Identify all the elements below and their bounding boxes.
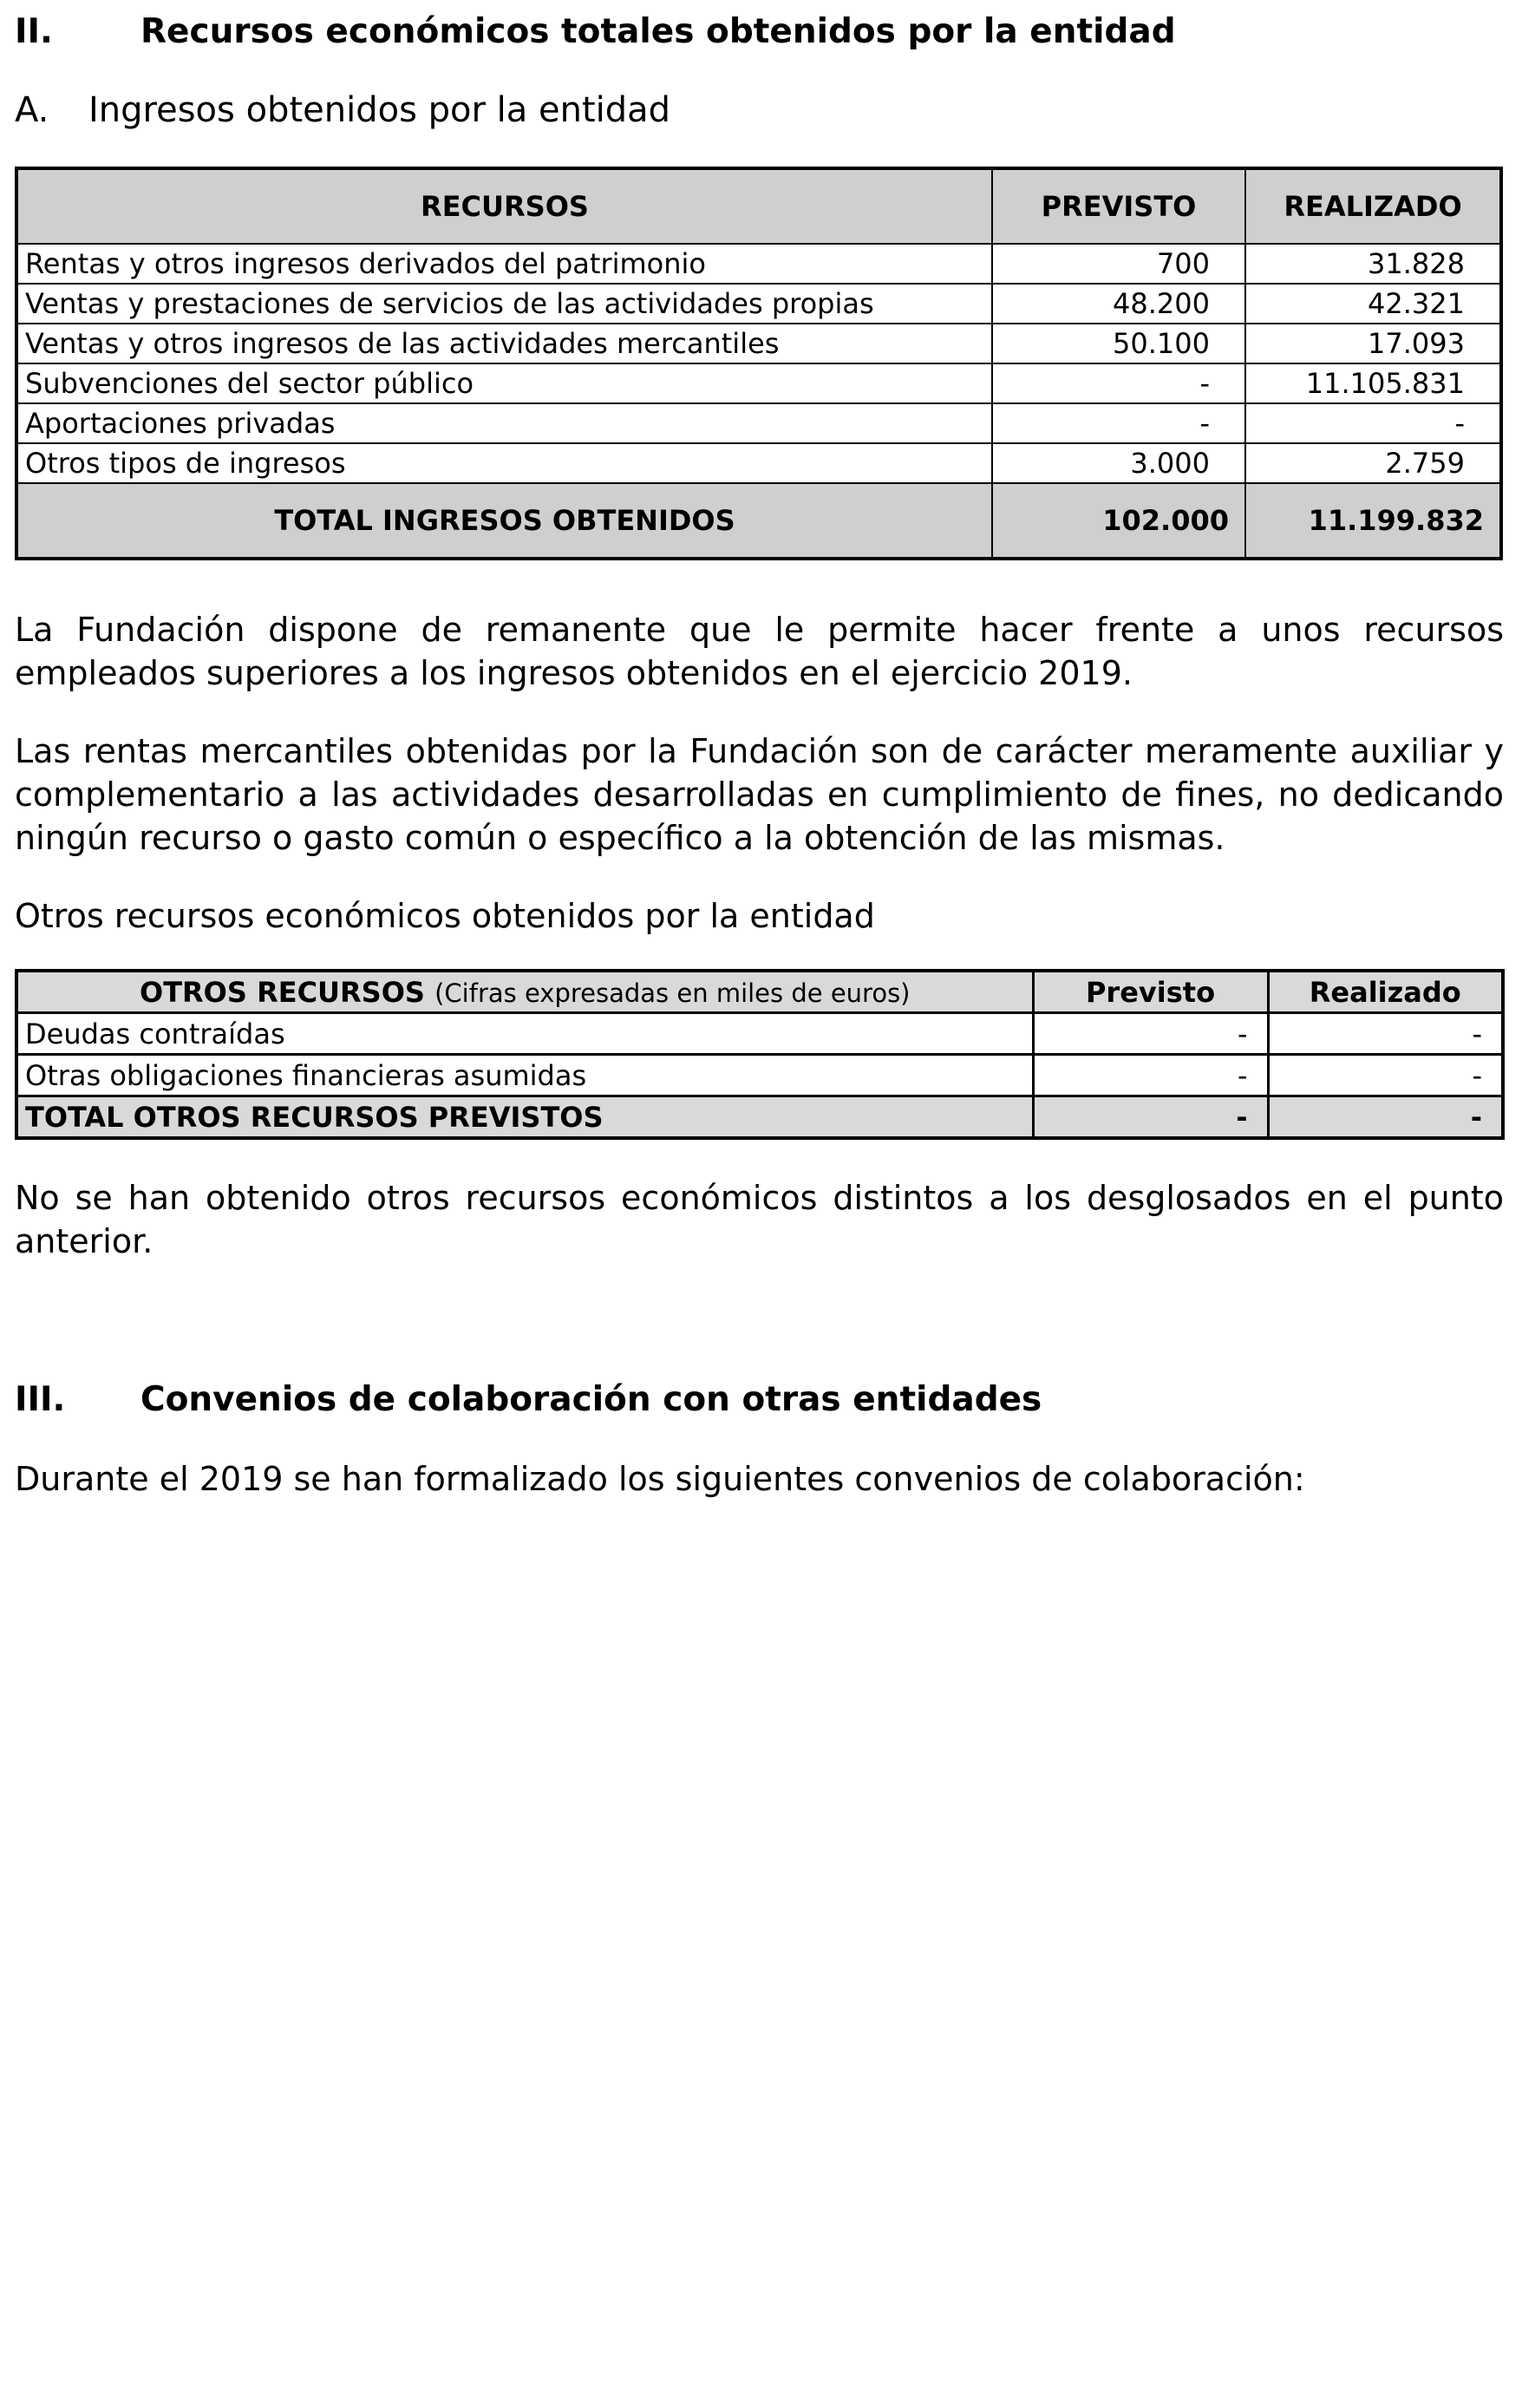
col-otros-recursos-note: (Cifras expresadas en miles de euros) (434, 978, 911, 1008)
other-resources-header (16, 971, 1503, 1013)
total-label: TOTAL OTROS RECURSOS PREVISTOS (16, 1096, 1033, 1139)
row-realizado: - (1245, 403, 1501, 443)
paragraph-no-otros-recursos: No se han obtenido otros recursos económicos distintos a los desglosados en el punto anterior. (15, 1179, 1504, 1260)
income-table-header (16, 168, 1501, 244)
row-label: Otras obligaciones financieras asumidas (16, 1055, 1033, 1096)
row-label: Subvenciones del sector público (16, 363, 992, 403)
income-table (15, 167, 1503, 560)
subsection-a-letter: A. (15, 90, 49, 130)
row-realizado: - (1268, 1013, 1503, 1055)
section-3-number: III. (15, 1380, 66, 1419)
other-resources-table (15, 969, 1505, 1140)
income-total-row (16, 483, 1501, 559)
table-row (16, 1013, 1503, 1055)
row-previsto: 50.100 (992, 324, 1245, 363)
paragraph-remanente: La Fundación dispone de remanente que le permite hacer frente a unos recursos empleados superiores a los ingresos obtenidos en el ejercicio 2019. (15, 611, 1504, 692)
row-realizado: 11.105.831 (1245, 363, 1501, 403)
table-row (16, 443, 1501, 483)
total-previsto: 102.000 (992, 483, 1245, 559)
col-previsto: Previsto (1033, 971, 1268, 1013)
otros-recursos-heading: Otros recursos económicos obtenidos por la entidad (15, 897, 875, 935)
row-realizado: - (1268, 1055, 1503, 1096)
row-previsto: - (1033, 1055, 1268, 1096)
table-row (16, 403, 1501, 443)
row-realizado: 17.093 (1245, 324, 1501, 363)
row-previsto: 3.000 (992, 443, 1245, 483)
col-otros-recursos (16, 971, 1033, 1013)
total-realizado: 11.199.832 (1245, 483, 1501, 559)
row-previsto: 48.200 (992, 284, 1245, 324)
section-3-intro: Durante el 2019 se han formalizado los siguientes convenios de colaboración: (15, 1460, 1305, 1498)
row-realizado: 2.759 (1245, 443, 1501, 483)
row-previsto: - (1033, 1013, 1268, 1055)
paragraph-rentas-mercantiles: Las rentas mercantiles obtenidas por la Fundación son de carácter meramente auxiliar y complementario a las actividades desarrolladas en cumplimiento de fines, no dedicando ningún recurso o gasto común o específico a la obtención de las mismas. (15, 732, 1504, 857)
table-row (16, 244, 1501, 284)
total-realizado: - (1268, 1096, 1503, 1139)
table-row (16, 363, 1501, 403)
subsection-a-heading (15, 90, 1489, 135)
row-label: Deudas contraídas (16, 1013, 1033, 1055)
row-previsto: - (992, 363, 1245, 403)
total-previsto: - (1033, 1096, 1268, 1139)
col-realizado: REALIZADO (1245, 168, 1501, 244)
row-previsto: 700 (992, 244, 1245, 284)
row-label: Ventas y prestaciones de servicios de las actividades propias (16, 284, 992, 324)
row-label: Ventas y otros ingresos de las actividades mercantiles (16, 324, 992, 363)
section-2-number: II. (15, 12, 53, 51)
col-recursos: RECURSOS (16, 168, 992, 244)
row-label: Aportaciones privadas (16, 403, 992, 443)
section-2-title: Recursos económicos totales obtenidos por la entidad (140, 12, 1176, 51)
total-label: TOTAL INGRESOS OBTENIDOS (16, 483, 992, 559)
section-3-heading (15, 1380, 1489, 1423)
section-3-title: Convenios de colaboración con otras entidades (140, 1380, 1042, 1419)
row-realizado: 42.321 (1245, 284, 1501, 324)
table-row (16, 284, 1501, 324)
row-label: Rentas y otros ingresos derivados del patrimonio (16, 244, 992, 284)
row-previsto: - (992, 403, 1245, 443)
row-label: Otros tipos de ingresos (16, 443, 992, 483)
table-row (16, 324, 1501, 363)
col-otros-recursos-title: OTROS RECURSOS (140, 975, 425, 1009)
other-resources-total-row (16, 1096, 1503, 1139)
col-realizado: Realizado (1268, 971, 1503, 1013)
table-row (16, 1055, 1503, 1096)
col-previsto: PREVISTO (992, 168, 1245, 244)
row-realizado: 31.828 (1245, 244, 1501, 284)
section-2-heading (15, 12, 1489, 56)
subsection-a-title: Ingresos obtenidos por la entidad (88, 90, 671, 130)
